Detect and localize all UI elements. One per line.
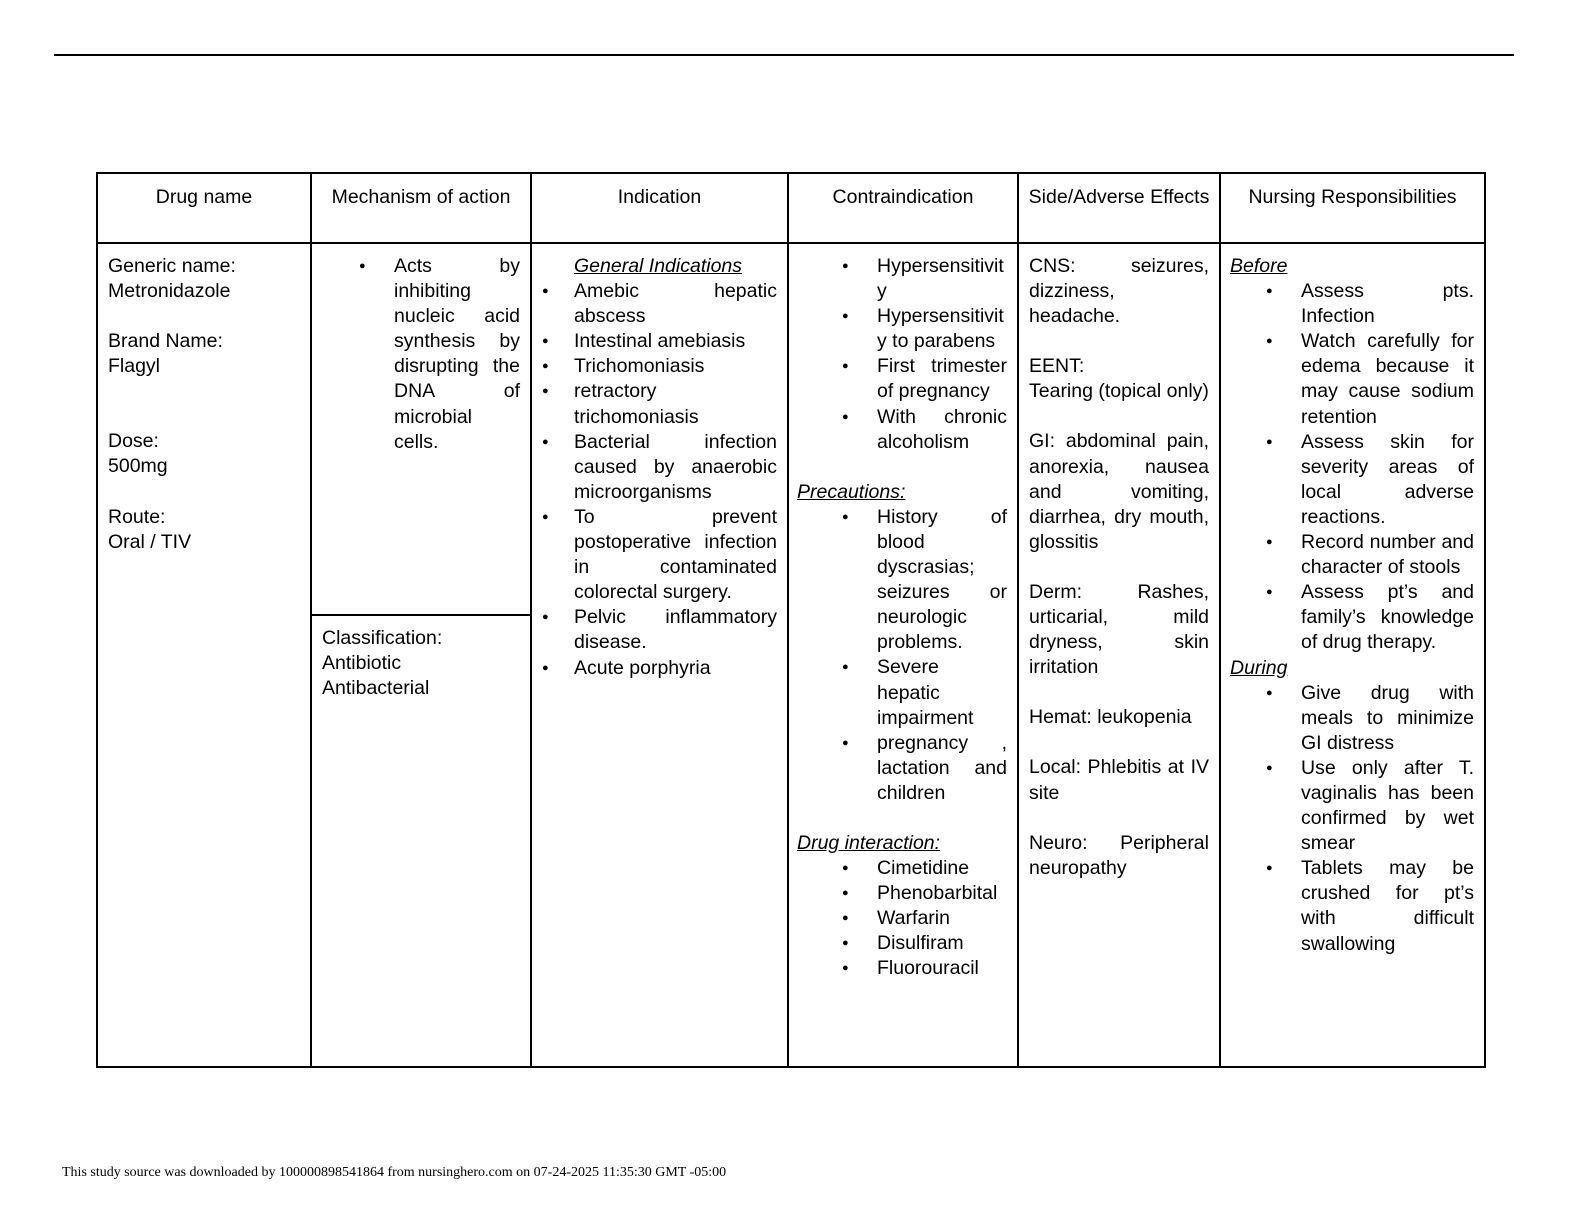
- classification-value: Antibiotic: [322, 652, 402, 675]
- list-item: ● Assess pts. Infection: [1230, 279, 1474, 329]
- header-row: [97, 173, 1485, 243]
- brand-name-label: Brand Name:: [108, 330, 223, 353]
- header-mechanism: Mechanism of action: [311, 173, 531, 243]
- contraindication-cell: [788, 243, 1018, 1067]
- dose-label: Dose:: [108, 430, 159, 453]
- list-item: ● Trichomoniasis: [542, 354, 777, 379]
- generic-name-label: Generic name:: [108, 255, 236, 277]
- during-list: [1230, 681, 1474, 957]
- list-item: ● Hypersensitivity: [797, 254, 1007, 304]
- list-item: ● Warfarin: [797, 906, 1007, 931]
- mechanism-section: [312, 244, 530, 616]
- list-item: ● Watch carefully for edema because it may cause sodium retention: [1230, 329, 1474, 429]
- list-item: ● Record number and character of stools: [1230, 530, 1474, 580]
- gi-effects: GI: abdominal pain, anorexia, nausea and vomiting, diarrhea, dry mouth, glossitis: [1029, 430, 1209, 553]
- drug-interaction-list: [797, 856, 1007, 981]
- precautions-list: [797, 505, 1007, 806]
- header-contraindication: Contraindication: [788, 173, 1018, 243]
- list-item: ● Tablets may be crushed for pt’s with difficult swallowing: [1230, 856, 1474, 956]
- header-nursing: Nursing Responsibilities: [1220, 173, 1485, 243]
- drug-name-cell: [97, 243, 311, 1067]
- during-heading: During: [1230, 656, 1288, 679]
- list-item: ● Phenobarbital: [797, 881, 1007, 906]
- list-item: ● Assess pt’s and family’s knowledge of drug therapy.: [1230, 580, 1474, 655]
- mechanism-cell: [311, 243, 531, 1067]
- list-item: ● retractory trichomoniasis: [542, 379, 777, 429]
- list-item: ● Amebic hepatic abscess: [542, 279, 777, 329]
- general-indications-heading: General Indications: [574, 255, 743, 277]
- eent-label: EENT:: [1029, 355, 1085, 378]
- generic-name-value: Metronidazole: [108, 280, 231, 303]
- table-row: [97, 243, 1485, 1067]
- side-effects-cell: [1018, 243, 1220, 1067]
- list-item: ● Bacterial infection caused by anaerobic microorganisms: [542, 430, 777, 505]
- list-item: ● pregnancy , lactation and children: [797, 731, 1007, 806]
- brand-name-value: Flagyl: [108, 355, 161, 378]
- list-item: ● Intestinal amebiasis: [542, 329, 777, 354]
- precautions-heading: Precautions:: [797, 480, 906, 503]
- contraindication-list: [797, 254, 1007, 455]
- classification-label: Classification:: [322, 627, 443, 649]
- neuro-effects: Neuro: Peripheral neuropathy: [1029, 831, 1209, 879]
- list-item: ● Acts by inhibiting nucleic acid synthesis by disrupting the DNA of microbial cells.: [322, 254, 520, 455]
- header-side-effects: Side/Adverse Effects: [1018, 173, 1220, 243]
- list-item: ● Severe hepatic impairment: [797, 655, 1007, 730]
- hemat-effects: Hemat: leukopenia: [1029, 706, 1192, 729]
- list-item: ● Hypersensitivity to parabens: [797, 304, 1007, 354]
- classification-value: Antibacterial: [322, 677, 430, 700]
- list-item: ● Give drug with meals to minimize GI distress: [1230, 681, 1474, 756]
- list-item: ● Cimetidine: [797, 856, 1007, 881]
- derm-effects: Derm: Rashes, urticarial, mild dryness, skin irritation: [1029, 580, 1209, 679]
- drug-interaction-heading: Drug interaction:: [797, 831, 941, 854]
- list-item: ● First trimester of pregnancy: [797, 354, 1007, 404]
- list-item: ● History of blood dyscrasias; seizures or neurologic problems.: [797, 505, 1007, 656]
- list-item: ● With chronic alcoholism: [797, 405, 1007, 455]
- list-item: ● Use only after T. vaginalis has been confirmed by wet smear: [1230, 756, 1474, 856]
- list-item: ● Acute porphyria: [542, 656, 777, 681]
- route-label: Route:: [108, 505, 166, 528]
- list-item: ● Fluorouracil: [797, 956, 1007, 981]
- header-drug-name: Drug name: [97, 173, 311, 243]
- eent-effects: Tearing (topical only): [1029, 380, 1209, 403]
- before-list: [1230, 279, 1474, 655]
- cns-effects: CNS: seizures, dizziness, headache.: [1029, 255, 1209, 328]
- indication-cell: [531, 243, 788, 1067]
- local-effects: Local: Phlebitis at IV site: [1029, 756, 1209, 804]
- indication-list: [542, 279, 777, 681]
- dose-value: 500mg: [108, 455, 168, 478]
- list-item: ● Assess skin for severity areas of local adverse reactions.: [1230, 430, 1474, 530]
- top-rule: [54, 54, 1514, 56]
- list-item: ● Disulfiram: [797, 931, 1007, 956]
- list-item: ● To prevent postoperative infection in contaminated colorectal surgery.: [542, 505, 777, 605]
- header-indication: Indication: [531, 173, 788, 243]
- before-heading: Before: [1230, 255, 1288, 277]
- nursing-cell: [1220, 243, 1485, 1067]
- download-footer: This study source was downloaded by 100000898541864 from nursinghero.com on 07-24-2025 11:35:30 GMT -05:00: [62, 1165, 727, 1180]
- route-value: Oral / TIV: [108, 530, 192, 553]
- list-item: ● Pelvic inflammatory disease.: [542, 605, 777, 655]
- classification-section: [312, 616, 530, 701]
- drug-table: [96, 172, 1486, 1068]
